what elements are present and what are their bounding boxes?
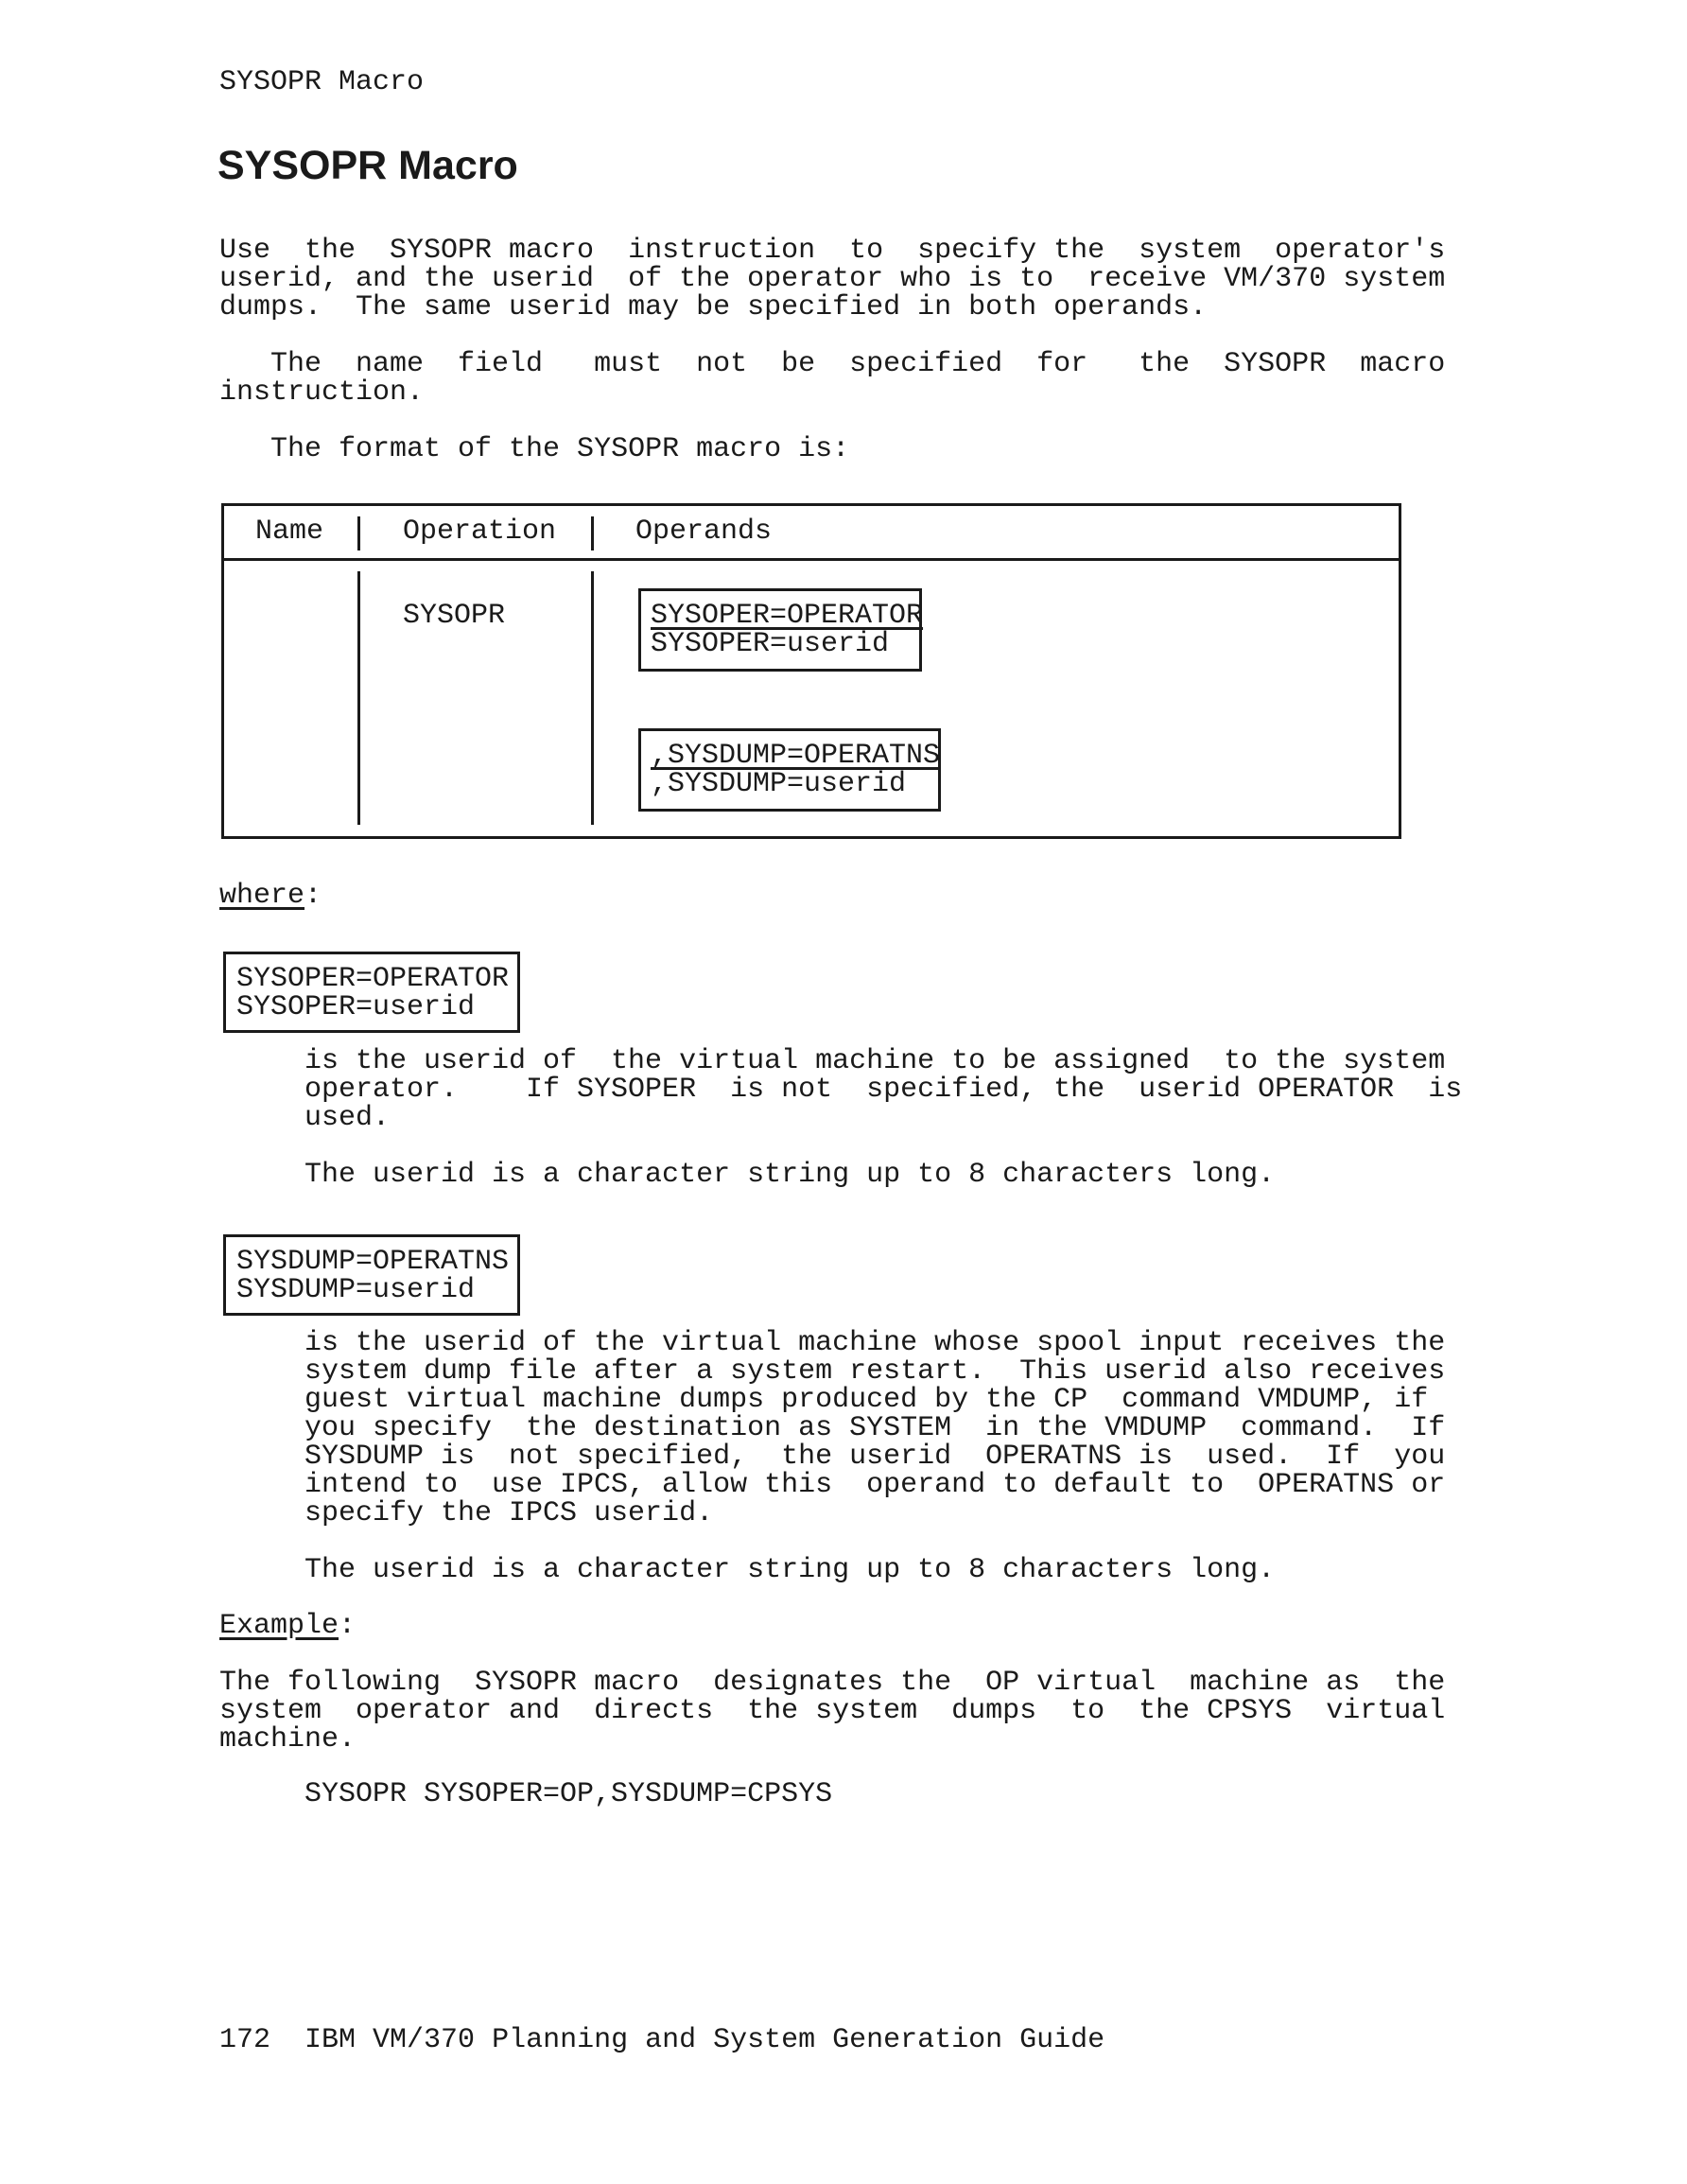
text-line: operator. If SYSOPER is not specified, the userid OPERATOR is	[304, 1074, 1463, 1106]
table-bottom-border	[221, 836, 1401, 839]
param-default: SYSDUMP=OPERATNS	[236, 1246, 510, 1278]
param-default: SYSOPER=OPERATOR	[236, 963, 510, 995]
param-alt: SYSDUMP=userid	[236, 1274, 476, 1306]
text-line: you specify the destination as SYSTEM in the VMDUMP command. If	[304, 1412, 1446, 1444]
operand-sysoper-default: SYSOPER=OPERATOR	[651, 600, 924, 632]
table-right-border	[1399, 503, 1401, 839]
where-label: where:	[219, 880, 322, 912]
text-line: used.	[304, 1102, 391, 1134]
format-intro: The format of the SYSOPR macro is:	[219, 433, 850, 465]
text-line: The name field must not be specified for the SYSOPR macro	[219, 348, 1446, 380]
text-line: specify the IPCS userid.	[304, 1497, 714, 1529]
table-header-divider	[221, 558, 1401, 561]
text-line: userid, and the userid of the operator who is to receive VM/370 system	[219, 263, 1446, 295]
page-number: 172	[219, 2024, 271, 2056]
text-line: instruction.	[219, 376, 425, 409]
header-operands: Operands	[635, 515, 773, 548]
text-line: is the userid of the virtual machine whose spool input receives the	[304, 1327, 1446, 1359]
param-note: The userid is a character string up to 8 characters long.	[304, 1554, 1276, 1586]
operand-sysoper-alt: SYSOPER=userid	[651, 628, 890, 660]
text-line: system operator and directs the system dumps to the CPSYS virtual	[219, 1695, 1446, 1727]
text-line: dumps. The same userid may be specified in both operands.	[219, 291, 1208, 323]
header-operation: Operation	[403, 515, 557, 548]
table-top-border	[221, 503, 1401, 506]
column-divider	[591, 571, 594, 825]
table-left-border	[221, 503, 224, 839]
column-divider	[357, 571, 360, 825]
header-name: Name	[255, 515, 324, 548]
column-divider	[357, 516, 360, 550]
running-head: SYSOPR Macro	[219, 66, 425, 98]
footer-title: IBM VM/370 Planning and System Generation Guide	[304, 2024, 1105, 2056]
operation-value: SYSOPR	[403, 600, 506, 632]
page-title: SYSOPR Macro	[217, 143, 518, 188]
text-line: Use the SYSOPR macro instruction to specify the system operator's	[219, 235, 1446, 267]
example-code: SYSOPR SYSOPER=OP,SYSDUMP=CPSYS	[304, 1778, 833, 1810]
text-line: system dump file after a system restart. This userid also receives	[304, 1355, 1446, 1388]
text-line: guest virtual machine dumps produced by the CP command VMDUMP, if	[304, 1384, 1429, 1416]
column-divider	[591, 516, 594, 550]
text-line: The following SYSOPR macro designates the OP virtual machine as the	[219, 1667, 1446, 1699]
text-line: SYSDUMP is not specified, the userid OPERATNS is used. If you	[304, 1441, 1446, 1473]
text-line: is the userid of the virtual machine to be assigned to the system	[304, 1045, 1446, 1077]
example-label: Example:	[219, 1610, 357, 1642]
page-footer	[219, 2026, 1104, 2054]
text-line: intend to use IPCS, allow this operand to default to OPERATNS or	[304, 1469, 1446, 1501]
param-alt: SYSOPER=userid	[236, 991, 476, 1023]
param-note: The userid is a character string up to 8 characters long.	[304, 1159, 1276, 1191]
operand-sysdump-default: ,SYSDUMP=OPERATNS	[651, 740, 941, 772]
text-line: machine.	[219, 1723, 357, 1756]
operand-sysdump-alt: ,SYSDUMP=userid	[651, 768, 907, 800]
